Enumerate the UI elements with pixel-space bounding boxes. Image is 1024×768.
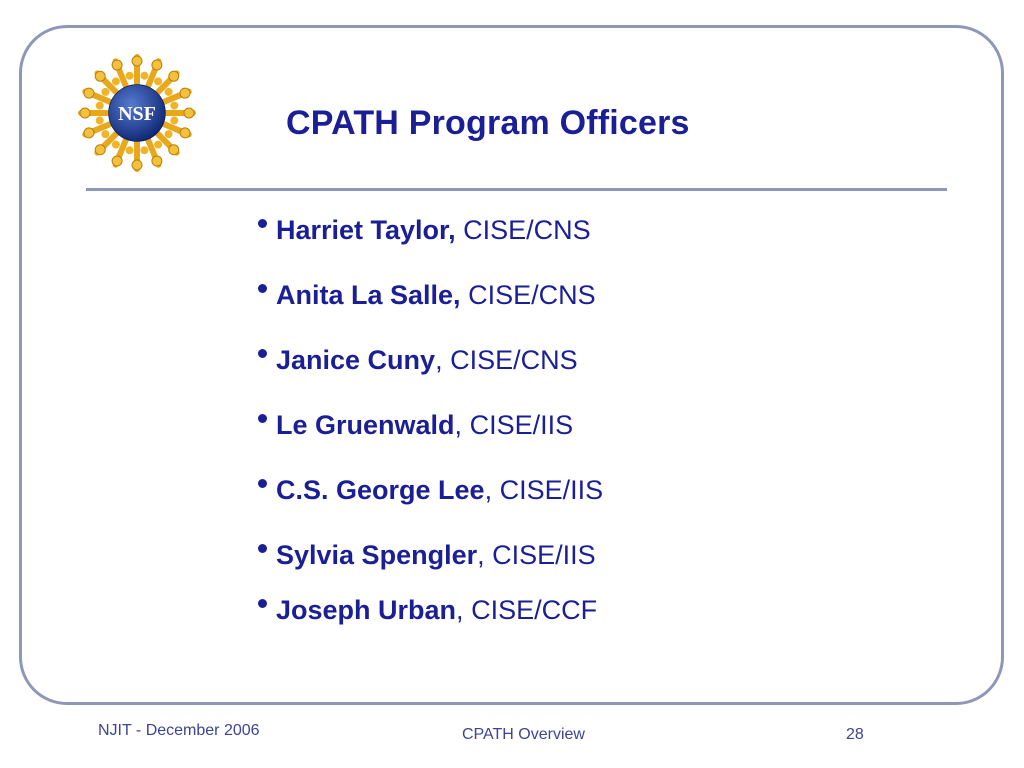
officer-item (258, 535, 596, 575)
officer-division: CISE/IIS (484, 540, 596, 570)
officer-separator: , (484, 475, 493, 505)
officer-item (258, 470, 603, 510)
bullet-icon (258, 284, 267, 293)
officer-division: CISE/CNS (442, 345, 578, 375)
officer-item (258, 275, 596, 315)
officer-item (258, 405, 573, 445)
nsf-logo-graphic (76, 52, 198, 174)
officer-name: Janice Cuny (276, 345, 436, 375)
officer-division: CISE/CCF (463, 595, 598, 625)
footer-date: NJIT - December 2006 (98, 722, 260, 739)
officer-name: Harriet Taylor, (276, 215, 456, 245)
bullet-icon (258, 349, 267, 358)
bullet-icon (258, 544, 267, 553)
slide-number: 28 (846, 726, 864, 743)
officer-division: CISE/IIS (462, 410, 574, 440)
officer-division: CISE/CNS (455, 215, 591, 245)
officer-separator: , (477, 540, 485, 570)
officer-item (258, 340, 578, 380)
officer-separator: , (456, 595, 464, 625)
officer-division: CISE/CNS (460, 280, 596, 310)
officer-division: CISE/IIS (492, 475, 604, 505)
officer-name: Sylvia Spengler (276, 540, 478, 570)
officer-name: Joseph Urban (276, 595, 457, 625)
bullet-icon (258, 414, 267, 423)
officer-item (258, 210, 591, 250)
nsf-logo (76, 52, 198, 174)
officer-name: Anita La Salle, (276, 280, 461, 310)
logo-text: NSF (118, 103, 156, 125)
bullet-icon (258, 479, 267, 488)
officer-name: Le Gruenwald (276, 410, 455, 440)
footer-title: CPATH Overview (462, 726, 585, 743)
officer-separator: , (454, 410, 463, 440)
officer-separator: , (435, 345, 443, 375)
bullet-icon (258, 599, 267, 608)
slide-title: CPATH Program Officers (286, 104, 690, 142)
title-divider (86, 188, 947, 191)
officer-name: C.S. George Lee (276, 475, 485, 505)
officer-item (258, 590, 597, 630)
bullet-icon (258, 219, 267, 228)
